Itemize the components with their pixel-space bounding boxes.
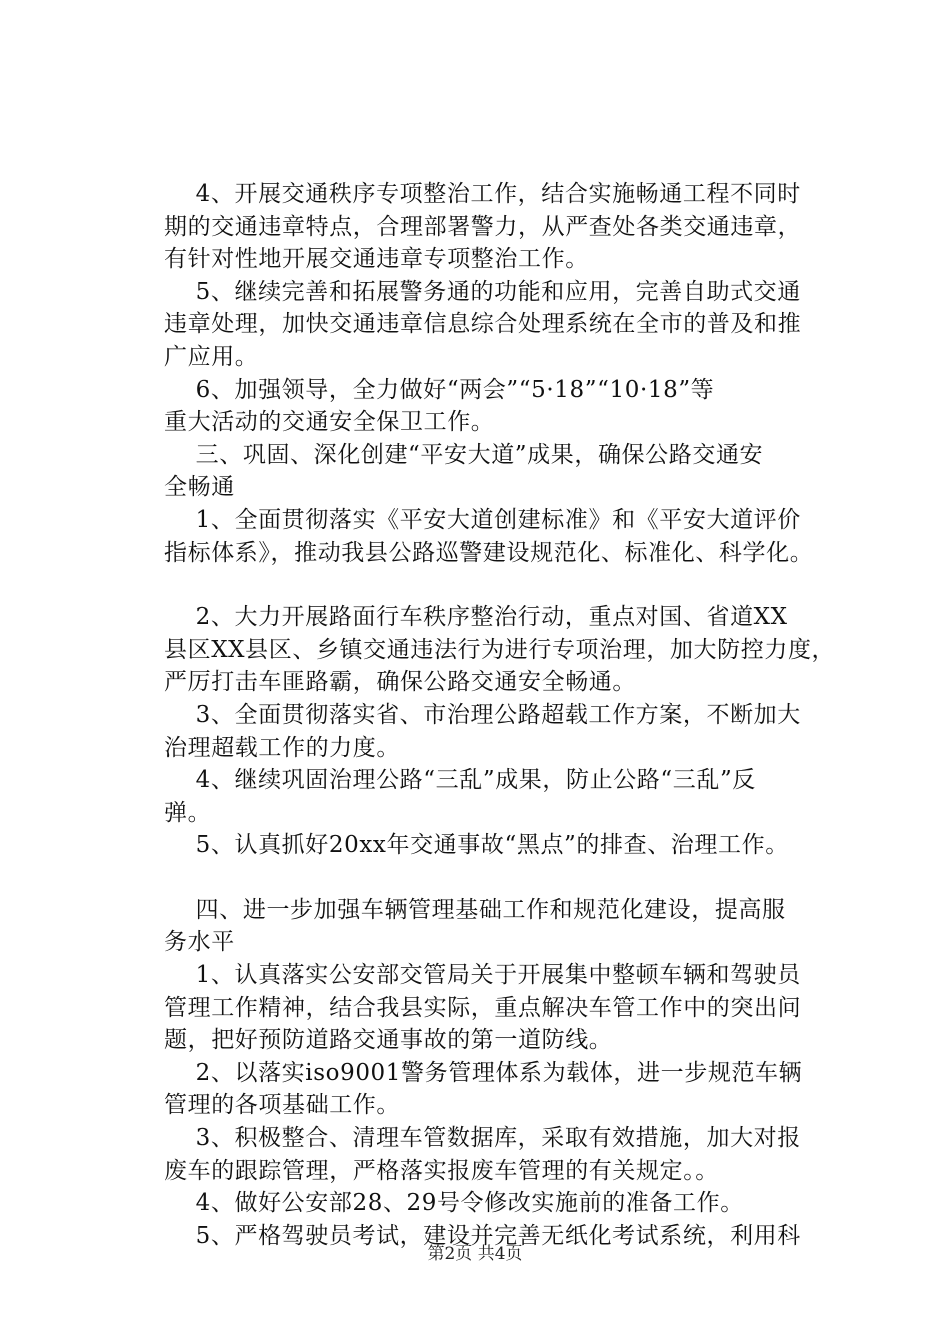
text-line: 3、积极整合、清理车管数据库，采取有效措施，加大对报 (164, 1125, 801, 1152)
text-line: 4、开展交通秩序专项整治工作，结合实施畅通工程不同时 (164, 181, 801, 207)
page-number-footer: 第2页 共4页 (427, 1244, 523, 1264)
text-line: 2、大力开展路面行车秩序整治行动，重点对国、省道XX (164, 604, 788, 631)
section-heading: 三、巩固、深化创建“平安大道”成果，确保公路交通安 (164, 441, 764, 468)
text-line: 1、全面贯彻落实《平安大道创建标准》和《平安大道评价 (164, 506, 801, 533)
text-line: 违章处理，加快交通违章信息综合处理系统在全市的普及和推 (164, 311, 802, 338)
text-line: 弹。 (164, 799, 212, 826)
text-line: 6、加强领导，全力做好“两会”“5·18”“10·18”等 (164, 376, 715, 403)
text-line: 重大活动的交通安全保卫工作。 (164, 409, 495, 436)
text-line: 3、全面贯彻落实省、市治理公路超载工作方案，不断加大 (164, 701, 801, 728)
text-line: 4、做好公安部28、29号令修改实施前的准备工作。 (164, 1190, 744, 1217)
text-line: 管理工作精神，结合我县实际，重点解决车管工作中的突出问 (164, 994, 802, 1021)
text-line: 期的交通违章特点，合理部署警力，从严查处各类交通违章， (164, 213, 802, 240)
text-line: 指标体系》，推动我县公路巡警建设规范化、标准化、科学化。 (164, 539, 814, 566)
text-line: 管理的各项基础工作。 (164, 1092, 400, 1119)
text-line: 治理超载工作的力度。 (164, 734, 400, 761)
text-line: 1、认真落实公安部交管局关于开展集中整顿车辆和驾驶员 (164, 962, 801, 989)
paragraph-gap (164, 862, 854, 894)
section-heading: 全畅通 (164, 474, 235, 501)
text-line: 严厉打击车匪路霸，确保公路交通安全畅通。 (164, 669, 636, 696)
text-line: 县区XX县区、乡镇交通违法行为进行专项治理，加大防控力度， (164, 636, 836, 663)
text-line: 广应用。 (164, 343, 259, 370)
section-heading: 务水平 (164, 929, 235, 956)
text-line: 废车的跟踪管理，严格落实报废车管理的有关规定。。 (164, 1157, 719, 1184)
document-body (164, 178, 854, 1252)
text-line: 5、严格驾驶员考试，建设并完善无纸化考试系统，利用科 (164, 1222, 801, 1249)
text-line: 5、继续完善和拓展警务通的功能和应用，完善自助式交通 (164, 278, 801, 305)
paragraph-gap (164, 569, 854, 601)
text-line: 2、以落实iso9001警务管理体系为载体，进一步规范车辆 (164, 1059, 803, 1086)
text-line: 有针对性地开展交通违章专项整治工作。 (164, 246, 589, 273)
text-line: 5、认真抓好20xx年交通事故“黑点”的排查、治理工作。 (164, 832, 789, 859)
text-line: 题，把好预防道路交通事故的第一道防线。 (164, 1027, 613, 1054)
section-heading: 四、进一步加强车辆管理基础工作和规范化建设，提高服 (164, 896, 786, 923)
text-line: 4、继续巩固治理公路“三乱”成果，防止公路“三乱”反 (164, 767, 756, 794)
